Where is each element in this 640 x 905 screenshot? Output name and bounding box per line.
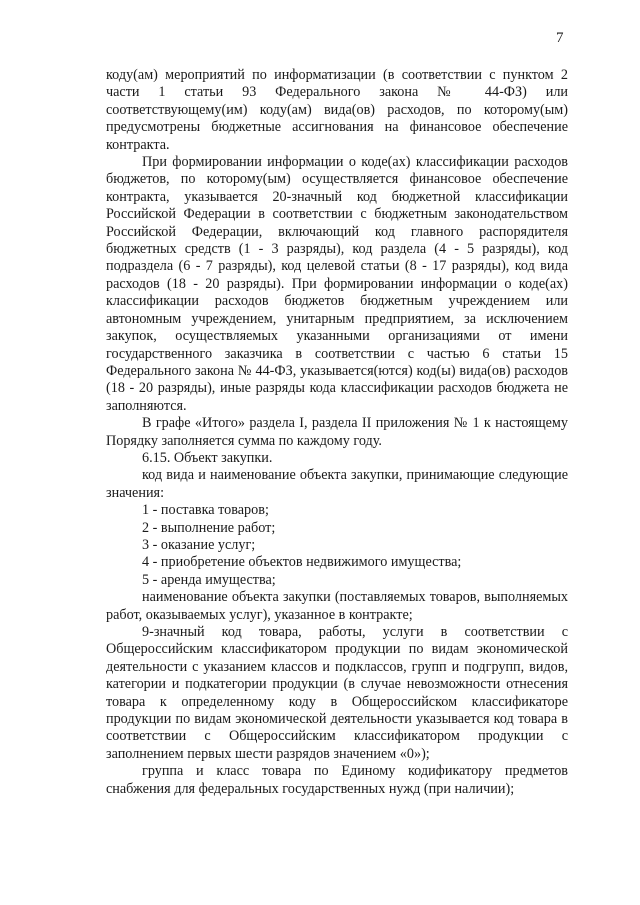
list-item: 5 - аренда имущества; bbox=[142, 571, 276, 588]
page-number: 7 bbox=[556, 30, 564, 46]
list-item: 2 - выполнение работ; bbox=[142, 519, 276, 536]
list-item: 4 - приобретение объектов недвижимого имущества; bbox=[142, 554, 462, 571]
paragraph-total-column: В графе «Итого» раздела I, раздела II приложения № 1 к настоящему Порядку заполняется сумма по каждому году. bbox=[106, 415, 568, 449]
paragraph-object-name: наименование объекта закупки (поставляемых товаров, выполняемых работ, оказываемых услуг), указанное в контракте; bbox=[106, 589, 568, 623]
section-heading-procurement-object: 6.15. Объект закупки. bbox=[142, 449, 273, 466]
paragraph-continuation: коду(ам) мероприятий по информатизации (в соответствии с пунктом 2 части 1 статьи 93 Федерального закона № 44-ФЗ) или соответствующему(им) коду(ам) вида(ов) расходов, по которому(ым) предусмотрены бюджетные ассигнования на финансовое обеспечение контракта. bbox=[106, 67, 568, 153]
paragraph-budget-classification: При формировании информации о коде(ах) классификации расходов бюджетов, по которому(ым) осуществляется финансовое обеспечение контракта, указывается 20-значный код бюджетной классификации Российской Федерации в соответствии с бюджетным законодательством Российской Федерации, включающий код главного распорядителя бюджетных средств (1 - 3 разряды), код раздела (4 - 5 разряды), код подраздела (6 - 7 разряды), код целевой статьи (8 - 17 разряды), код вида расходов (18 - 20 разряды). При формировании информации о коде(ах) классификации расходов бюджетов бюджетным учреждением или автономным учреждением, унитарным предприятием, за исключением закупок, осуществляемых указанными организациями от имени государственного заказчика в соответствии с частью 6 статьи 15 Федерального закона № 44-ФЗ, указывается(ются) код(ы) вида(ов) расходов (18 - 20 разряды), иные разряды кода классификации расходов бюджета не заполняются. bbox=[106, 154, 568, 414]
paragraph-supply-codifier: группа и класс товара по Единому кодификатору предметов снабжения для федеральных государственных нужд (при наличии); bbox=[106, 763, 568, 797]
list-item: 1 - поставка товаров; bbox=[142, 502, 269, 519]
list-item: 3 - оказание услуг; bbox=[142, 536, 256, 553]
paragraph-okpd-code: 9-значный код товара, работы, услуги в соответствии с Общероссийским классификатором продукции по видам экономической деятельности с указанием классов и подклассов, групп и подгрупп, видов, категории и подкатегории продукции (в случае невозможности отнесения товара к определенному коду в Общероссийском классификаторе продукции по видам экономической деятельности указывается код товара в соответствии с Общероссийским классификатором продукции с заполнением первых шести разрядов значением «0»); bbox=[106, 624, 568, 762]
paragraph-object-code-intro: код вида и наименование объекта закупки, принимающие следующие значения: bbox=[106, 467, 568, 501]
document-body bbox=[106, 67, 568, 798]
